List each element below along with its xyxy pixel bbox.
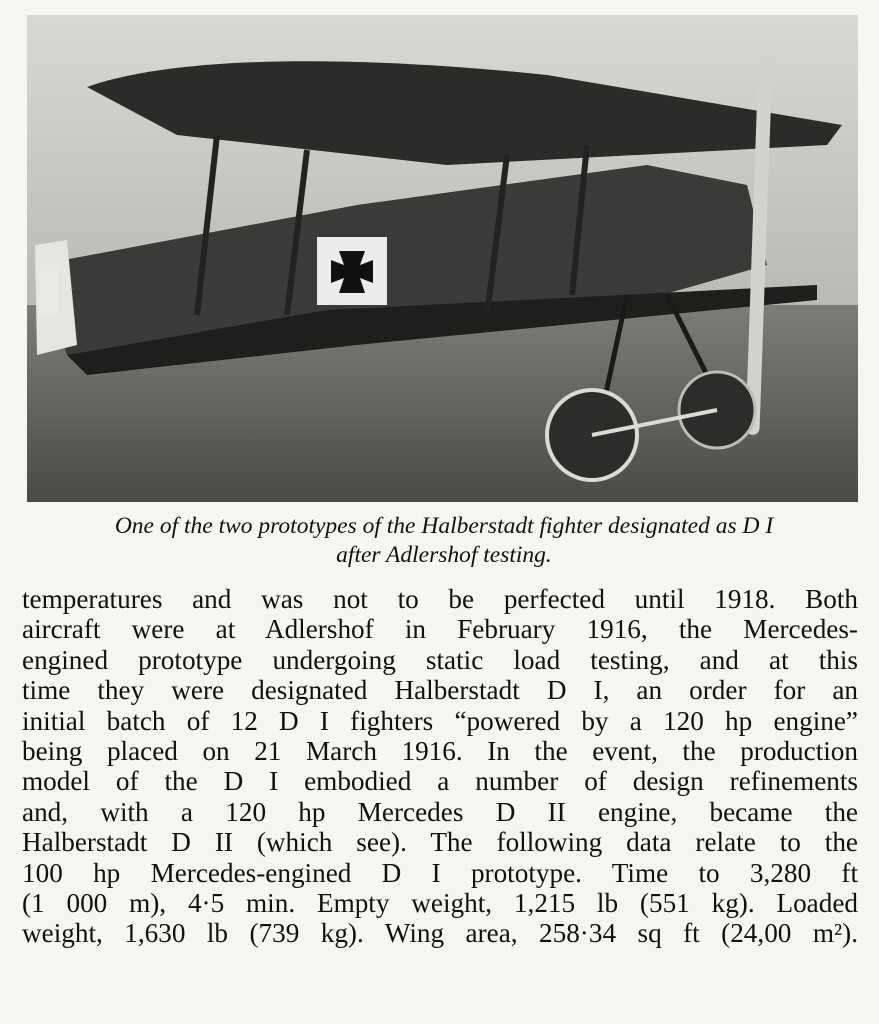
caption-line-1: One of the two prototypes of the Halberstadt fighter designated as D I	[114, 513, 774, 539]
body-line: being placed on 21 March 1916. In the event, the production	[22, 736, 858, 767]
body-line: engined prototype undergoing static load testing, and at this	[22, 644, 858, 675]
article-body	[22, 584, 858, 949]
body-line: (1 000 m), 4·5 min. Empty weight, 1,215 lb (551 kg). Loaded	[22, 888, 858, 919]
body-line: temperatures and was not to be perfected until 1918. Both	[22, 584, 858, 614]
body-line: 100 hp Mercedes-engined D I prototype. Time to 3,280 ft	[22, 857, 858, 888]
body-line: and, with a 120 hp Mercedes D II engine, became the	[22, 796, 858, 827]
aircraft-photo	[27, 15, 858, 502]
body-line: aircraft were at Adlershof in February 1916, the Mercedes-	[22, 614, 858, 645]
body-line: initial batch of 12 D I fighters “powered by a 120 hp engine”	[22, 705, 858, 736]
caption-line-2: after Adlershof testing.	[336, 542, 552, 568]
halberstadt-biplane-image	[27, 15, 858, 502]
body-line: model of the D I embodied a number of design refinements	[22, 766, 858, 797]
body-line: Halberstadt D II (which see). The following data relate to the	[22, 827, 858, 858]
photo-caption	[20, 512, 868, 570]
body-line: weight, 1,630 lb (739 kg). Wing area, 258·34 sq ft (24,00 m²).	[22, 918, 858, 949]
body-line: time they were designated Halberstadt D I, an order for an	[22, 675, 858, 706]
